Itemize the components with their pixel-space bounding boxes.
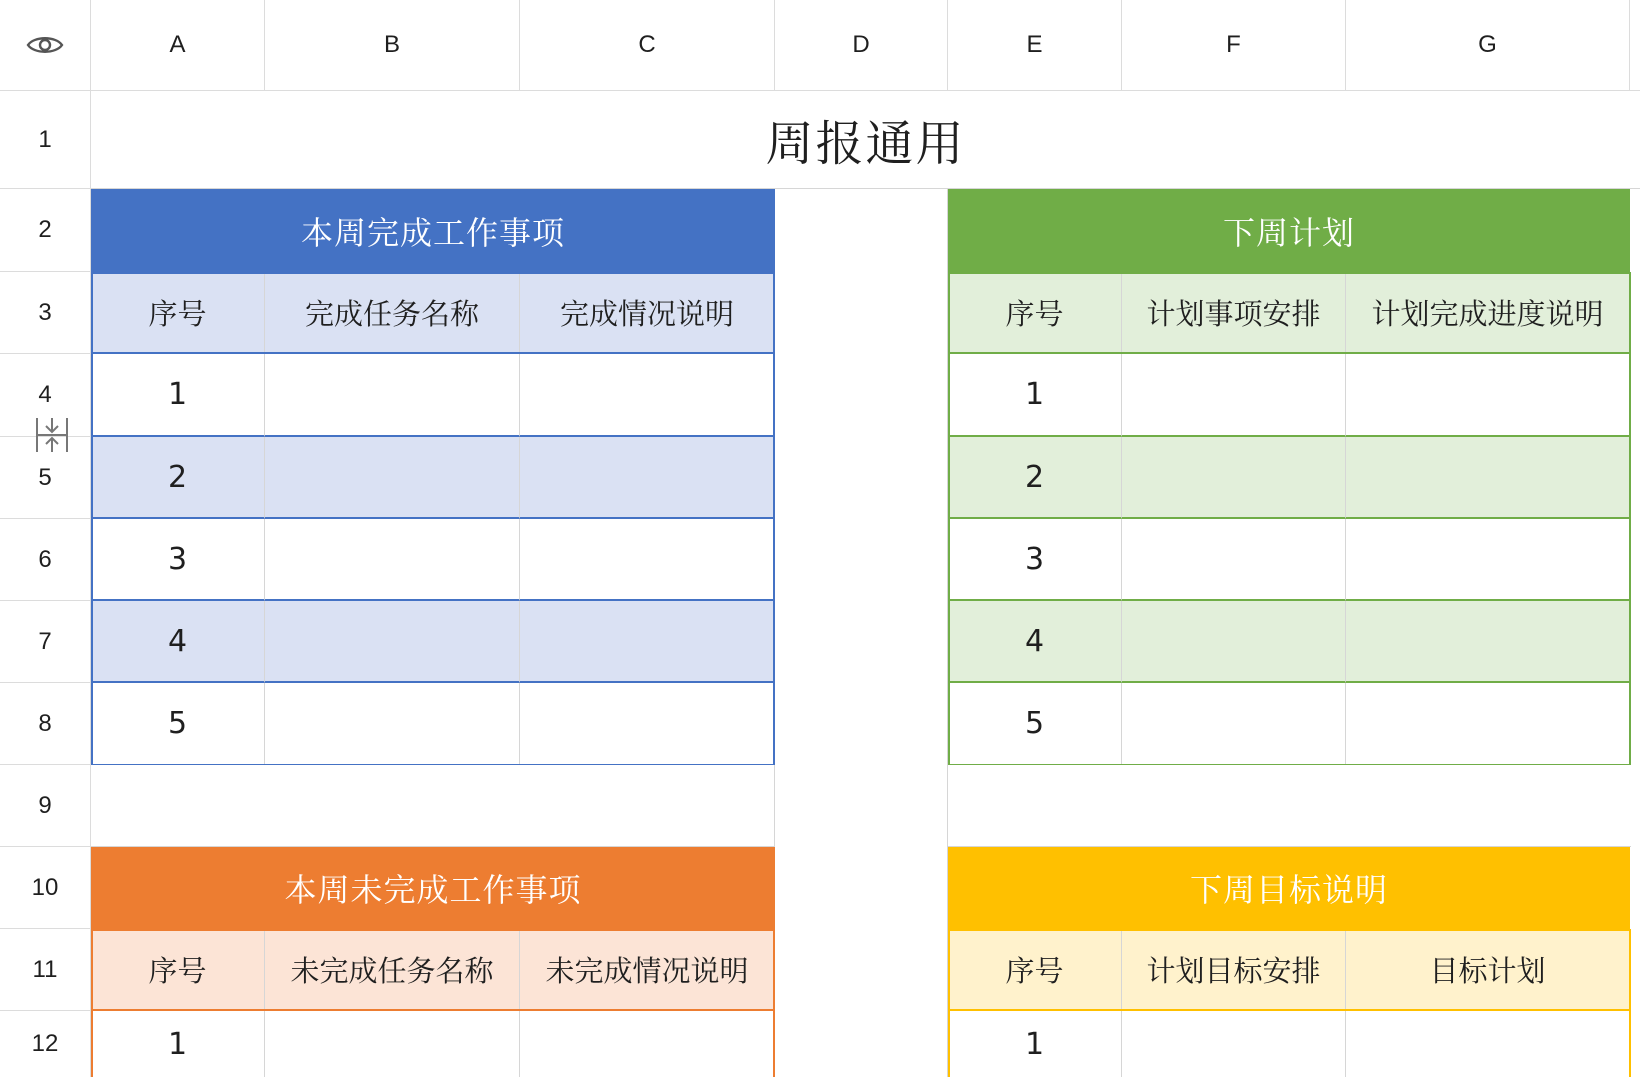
next-goal-header-index[interactable]: 序号 xyxy=(948,929,1122,1011)
done-row-4-task[interactable] xyxy=(265,601,520,683)
done-row-3-index[interactable]: 3 xyxy=(91,519,265,601)
next-plan-section-title[interactable]: 下周计划 xyxy=(948,189,1630,272)
eye-icon[interactable] xyxy=(26,33,64,57)
undone-section-title[interactable]: 本周未完成工作事项 xyxy=(91,847,775,929)
done-row-2-task[interactable] xyxy=(265,437,520,519)
column-header-f[interactable]: F xyxy=(1122,0,1346,91)
row-header-8[interactable]: 8 xyxy=(0,683,91,765)
done-row-4-desc[interactable] xyxy=(520,601,775,683)
next-plan-row-2-progress[interactable] xyxy=(1346,437,1630,519)
next-plan-header-index[interactable]: 序号 xyxy=(948,272,1122,354)
row-9-right-empty[interactable] xyxy=(948,765,1640,847)
column-header-g[interactable]: G xyxy=(1346,0,1630,91)
done-row-3-desc[interactable] xyxy=(520,519,775,601)
row-header-10[interactable]: 10 xyxy=(0,847,91,929)
row-header-12[interactable]: 12 xyxy=(0,1011,91,1077)
column-header-a[interactable]: A xyxy=(91,0,265,91)
next-plan-row-1-item[interactable] xyxy=(1122,354,1346,437)
next-plan-row-5-item[interactable] xyxy=(1122,683,1346,765)
next-plan-row-1-index[interactable]: 1 xyxy=(948,354,1122,437)
done-header-task[interactable]: 完成任务名称 xyxy=(265,272,520,354)
row-header-6[interactable]: 6 xyxy=(0,519,91,601)
undone-header-index[interactable]: 序号 xyxy=(91,929,265,1011)
row-header-7[interactable]: 7 xyxy=(0,601,91,683)
next-goal-header-plan[interactable]: 目标计划 xyxy=(1346,929,1630,1011)
undone-row-1-desc[interactable] xyxy=(520,1011,775,1077)
done-section-title[interactable]: 本周完成工作事项 xyxy=(91,189,775,272)
next-goal-header-arrangement[interactable]: 计划目标安排 xyxy=(1122,929,1346,1011)
row-header-1[interactable]: 1 xyxy=(0,91,91,189)
row-9-left-empty[interactable] xyxy=(91,765,775,847)
row-resize-icon[interactable] xyxy=(34,415,70,455)
select-all-corner[interactable] xyxy=(0,0,91,91)
done-row-5-desc[interactable] xyxy=(520,683,775,765)
column-overflow-strip xyxy=(1631,189,1640,1077)
done-row-5-task[interactable] xyxy=(265,683,520,765)
next-plan-row-4-index[interactable]: 4 xyxy=(948,601,1122,683)
next-plan-row-5-progress[interactable] xyxy=(1346,683,1630,765)
next-plan-header-item[interactable]: 计划事项安排 xyxy=(1122,272,1346,354)
undone-row-1-task[interactable] xyxy=(265,1011,520,1077)
next-plan-row-3-progress[interactable] xyxy=(1346,519,1630,601)
column-header-c[interactable]: C xyxy=(520,0,775,91)
row-header-5[interactable]: 5 xyxy=(0,437,91,519)
column-header-overflow xyxy=(1630,0,1640,91)
column-header-e[interactable]: E xyxy=(948,0,1122,91)
next-plan-row-3-index[interactable]: 3 xyxy=(948,519,1122,601)
done-row-1-index[interactable]: 1 xyxy=(91,354,265,437)
next-plan-row-4-progress[interactable] xyxy=(1346,601,1630,683)
done-row-1-task[interactable] xyxy=(265,354,520,437)
done-row-1-desc[interactable] xyxy=(520,354,775,437)
next-plan-row-5-index[interactable]: 5 xyxy=(948,683,1122,765)
next-plan-row-1-progress[interactable] xyxy=(1346,354,1630,437)
undone-header-task[interactable]: 未完成任务名称 xyxy=(265,929,520,1011)
column-header-d[interactable]: D xyxy=(775,0,948,91)
done-row-3-task[interactable] xyxy=(265,519,520,601)
column-d-gap[interactable] xyxy=(775,189,948,1077)
next-plan-row-4-item[interactable] xyxy=(1122,601,1346,683)
row-header-9[interactable]: 9 xyxy=(0,765,91,847)
next-plan-header-progress[interactable]: 计划完成进度说明 xyxy=(1346,272,1630,354)
row-header-3[interactable]: 3 xyxy=(0,272,91,354)
row-header-4[interactable]: 4 xyxy=(0,354,91,437)
next-goal-row-1-plan[interactable] xyxy=(1346,1011,1630,1077)
done-row-4-index[interactable]: 4 xyxy=(91,601,265,683)
next-goal-section-title[interactable]: 下周目标说明 xyxy=(948,847,1630,929)
column-header-b[interactable]: B xyxy=(265,0,520,91)
next-plan-row-2-index[interactable]: 2 xyxy=(948,437,1122,519)
next-plan-row-3-item[interactable] xyxy=(1122,519,1346,601)
done-header-desc[interactable]: 完成情况说明 xyxy=(520,272,775,354)
next-goal-row-1-index[interactable]: 1 xyxy=(948,1011,1122,1077)
done-row-2-index[interactable]: 2 xyxy=(91,437,265,519)
done-row-5-index[interactable]: 5 xyxy=(91,683,265,765)
undone-header-desc[interactable]: 未完成情况说明 xyxy=(520,929,775,1011)
undone-row-1-index[interactable]: 1 xyxy=(91,1011,265,1077)
row-header-2[interactable]: 2 xyxy=(0,189,91,272)
page-title[interactable]: 周报通用 xyxy=(91,91,1640,189)
next-plan-row-2-item[interactable] xyxy=(1122,437,1346,519)
done-header-index[interactable]: 序号 xyxy=(91,272,265,354)
row-header-11[interactable]: 11 xyxy=(0,929,91,1011)
done-row-2-desc[interactable] xyxy=(520,437,775,519)
next-goal-row-1-arrangement[interactable] xyxy=(1122,1011,1346,1077)
